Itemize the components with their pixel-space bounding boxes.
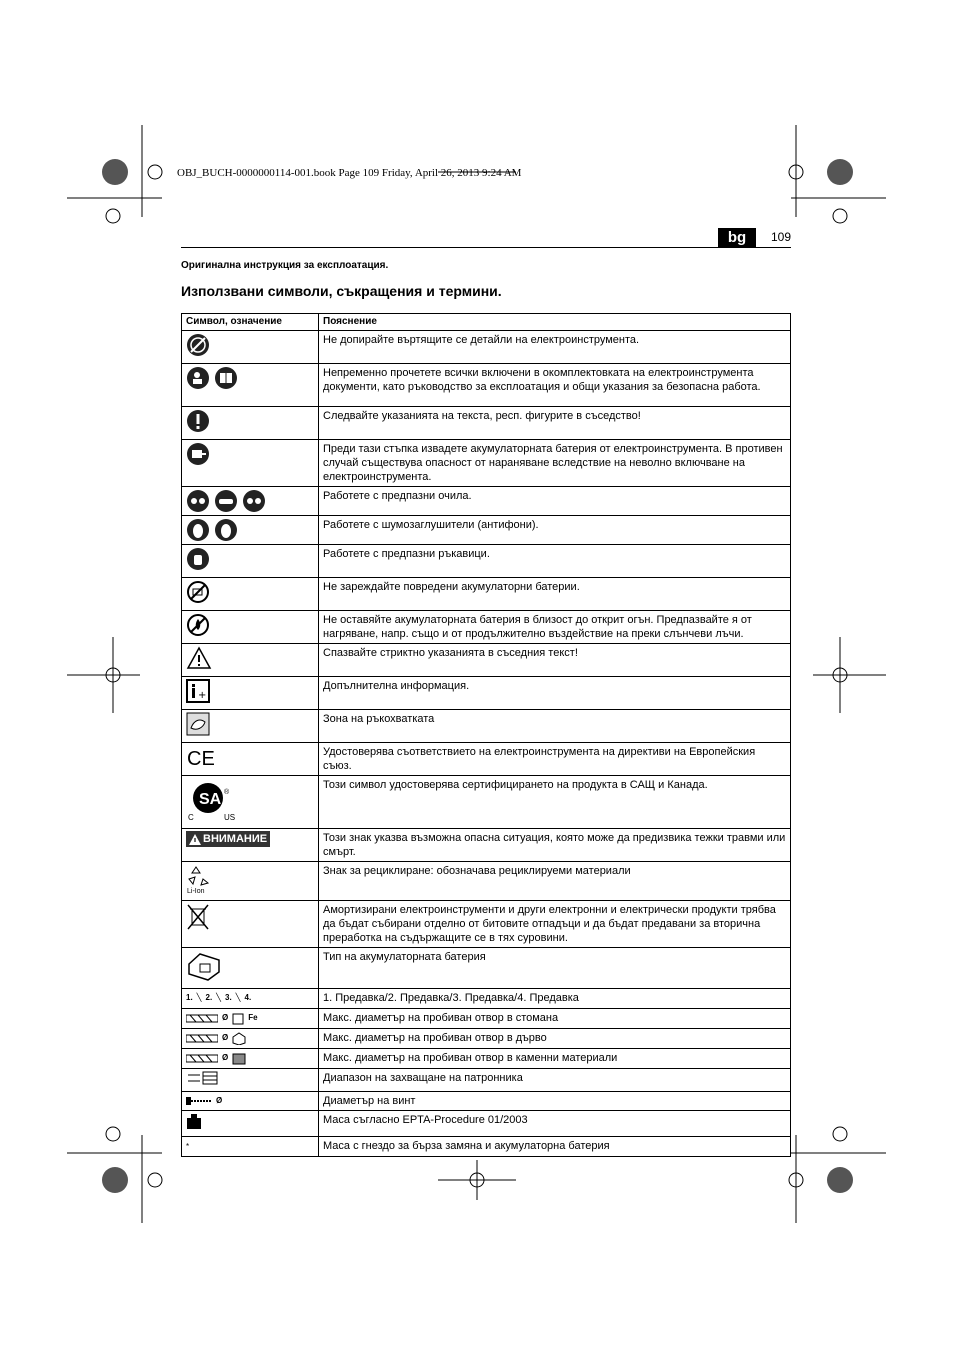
language-badge: bg (718, 228, 756, 248)
warning-triangle-icon (186, 646, 212, 674)
table-row (182, 487, 791, 516)
ce-mark-icon (186, 745, 216, 773)
row-text: Този символ удостоверява сертифицирането на продукта в САЩ и Канада. (319, 776, 791, 829)
table-row (182, 1111, 791, 1137)
row-text: Маса с гнездо за бърза замяна и акумулаторна батерия (319, 1137, 791, 1157)
table-row (182, 364, 791, 407)
remove-battery-icon (186, 442, 210, 470)
row-text: Амортизирани електроинструменти и други електронни и електрически продукти трябва да бъдат събирани отделно от битовите отпадъци и да бъдат предавани за вторична преработка на съдържащите се в тях суровини. (319, 901, 791, 948)
table-row (182, 1137, 791, 1157)
row-text: Удостоверява съответствието на електроинструмента на директиви на Европейския съюз. (319, 743, 791, 776)
subtitle: Оригинална инструкция за експлоатация. (181, 260, 389, 271)
csa-c-label: C (188, 813, 194, 822)
drill-masonry-icon: Ø (186, 1051, 314, 1065)
table-row (182, 545, 791, 578)
table-row (182, 644, 791, 677)
table-row (182, 1069, 791, 1092)
row-text: Маса съгласно EPTA-Procedure 01/2003 (319, 1111, 791, 1137)
header-symbol: Символ, означение (182, 314, 319, 331)
row-text: Допълнителна информация. (319, 677, 791, 710)
table-row (182, 829, 791, 862)
row-text: Зона на ръкохватката (319, 710, 791, 743)
symbols-table (181, 313, 791, 1157)
table-row (182, 1029, 791, 1049)
no-charge-damaged-battery-icon (186, 580, 210, 608)
row-text: Спазвайте стриктно указанията в съседния текст! (319, 644, 791, 677)
table-row (182, 1092, 791, 1111)
recycle-liion-icon (186, 864, 216, 898)
safety-goggles-icon (186, 489, 314, 513)
header-explanation: Пояснение (319, 314, 791, 331)
row-text: Работете с предпазни ръкавици. (319, 545, 791, 578)
row-text: Не зареждайте повредени акумулаторни батерии. (319, 578, 791, 611)
drill-wood-icon: Ø (186, 1031, 314, 1045)
table-row (182, 578, 791, 611)
row-text: Не оставяйте акумулаторната батерия в близост до открит огън. Предпазвайте я от нагряване, напр. също и от продължително въздействие на преки слънчеви лъчи. (319, 611, 791, 644)
info-icon (186, 679, 210, 707)
asterisk-icon: * (186, 1142, 190, 1151)
warning-badge-label: ВНИМАНИЕ (203, 833, 268, 845)
table-row (182, 776, 791, 829)
row-text: 1. Предавка/2. Предавка/3. Предавка/4. Предавка (319, 989, 791, 1009)
drill-steel-icon: Ø Fe (186, 1011, 314, 1025)
table-row (182, 901, 791, 948)
header-rule (181, 247, 791, 248)
table-row (182, 440, 791, 487)
table-row (182, 1049, 791, 1069)
table-row (182, 516, 791, 545)
table-row (182, 743, 791, 776)
csa-registered-mark: ® (224, 789, 230, 796)
csa-us-label: US (224, 813, 236, 822)
table-header-row (182, 314, 791, 331)
weee-bin-icon (186, 903, 210, 935)
row-text: Макс. диаметър на пробиван отвор в каменни материали (319, 1049, 791, 1069)
no-touch-rotating-icon (186, 333, 210, 361)
li-ion-label: Li-Ion (187, 888, 205, 894)
csa-mark-icon (186, 778, 246, 826)
table-row (182, 862, 791, 901)
warning-small-icon (189, 834, 201, 845)
table-row (182, 331, 791, 364)
table-row (182, 989, 791, 1009)
row-text: Следвайте указанията на текста, респ. фигурите в съседство! (319, 407, 791, 440)
exclamation-icon (186, 409, 210, 437)
chuck-range-icon (186, 1071, 220, 1089)
file-header: OBJ_BUCH-0000000114-001.book Page 109 Friday, April 26, 2013 9:24 AM (177, 167, 522, 179)
table-row (182, 611, 791, 644)
page-title: Използвани символи, съкращения и термини. (181, 283, 502, 299)
screw-diameter-icon: Ø (186, 1094, 314, 1108)
row-text: Диапазон на захващане на патронника (319, 1069, 791, 1092)
row-text: Макс. диаметър на пробиван отвор в дърво (319, 1029, 791, 1049)
row-text: Работете с шумозаглушители (антифони). (319, 516, 791, 545)
row-text: Този знак указва възможна опасна ситуация, която може да предизвика тежки травми или смърт. (319, 829, 791, 862)
table-row (182, 948, 791, 989)
svg-text:SA: SA (199, 791, 222, 808)
svg-text:+: + (198, 690, 207, 701)
table-row (182, 407, 791, 440)
row-text: Диаметър на винт (319, 1092, 791, 1111)
table-row (182, 710, 791, 743)
row-text: Преди тази стъпка извадете акумулаторната батерия от електроинструмента. В противен случай съществува опасност от нараняване вследствие на неволно включване на електроинструмента. (319, 440, 791, 487)
warning-badge (186, 831, 270, 847)
row-text: Не допирайте въртящите се детайли на електроинструмента. (319, 331, 791, 364)
table-row (182, 677, 791, 710)
read-manual-icon (186, 366, 314, 390)
table-row (182, 1009, 791, 1029)
weight-icon (186, 1113, 202, 1134)
svg-text:CE: CE (187, 748, 215, 769)
gloves-icon (186, 547, 210, 575)
row-text: Тип на акумулаторната батерия (319, 948, 791, 989)
row-text: Непременно прочетете всички включени в окомплектовката на електроинструмента документи, като ръководство за експлоатация и общи указания за безопасна работа. (319, 364, 791, 407)
row-text: Знак за рециклиране: обозначава рециклируеми материали (319, 862, 791, 901)
page-number: 109 (771, 230, 792, 244)
row-text: Работете с предпазни очила. (319, 487, 791, 516)
battery-pack-icon (186, 950, 222, 986)
gears-icon: 1. ╲ 2. ╲ 3. ╲ 4. (186, 993, 252, 1002)
ear-protection-icon (186, 518, 314, 542)
no-fire-icon (186, 613, 210, 641)
row-text: Макс. диаметър на пробиван отвор в стомана (319, 1009, 791, 1029)
grip-zone-icon (186, 712, 210, 740)
